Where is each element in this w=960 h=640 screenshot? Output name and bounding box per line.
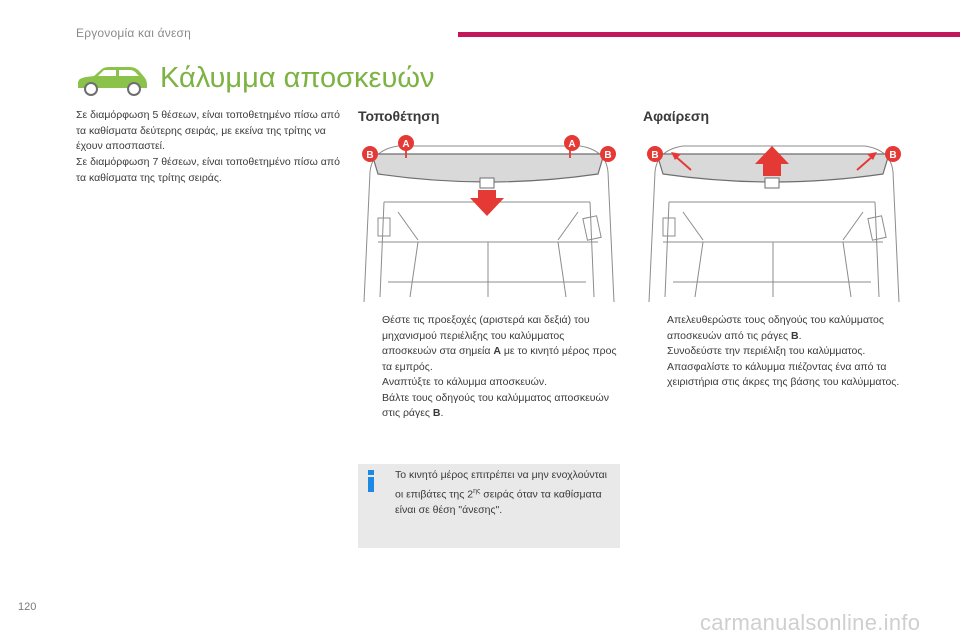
removal-steps xyxy=(643,313,915,391)
callout-b-left: B xyxy=(651,150,659,161)
list-item: Συνοδεύστε την περιέλιξη του καλύμματος. xyxy=(667,345,866,357)
info-icon xyxy=(364,470,378,492)
callout-b-right: B xyxy=(889,150,897,161)
info-text: Το κινητό μέρος επιτρέπει να μην ενοχλούνται οι επιβάτες της $2^{\eta\varsigma}$ σειράς όταν τα καθίσματα είναι σε θέση "άνεσης". xyxy=(395,469,607,516)
watermark: carmanualsonline.info xyxy=(700,610,921,635)
list-item: Απελευθερώστε τους οδηγούς του καλύμματος αποσκευών από τις ράγες B. xyxy=(667,314,884,342)
callout-b-left: B xyxy=(366,150,374,161)
car-icon xyxy=(74,64,150,98)
list-item: Αναπτύξτε το κάλυμμα αποσκευών. xyxy=(382,376,548,388)
intro-paragraph-7-seats: Σε διαμόρφωση 7 θέσεων, είναι τοποθετημένο πίσω από τα καθίσματα της τρίτης σειράς. xyxy=(76,156,340,184)
page-title: Κάλυμμα αποσκευών xyxy=(160,62,435,94)
removal-title: Αφαίρεση xyxy=(643,108,710,124)
callout-a-left: A xyxy=(402,139,410,150)
callout-a-right: A xyxy=(568,139,576,150)
installation-title: Τοποθέτηση xyxy=(358,108,440,124)
removal-illustration xyxy=(643,132,905,308)
installation-steps xyxy=(358,313,620,422)
list-item: Απασφαλίστε το κάλυμμα πιέζοντας ένα από τα χειριστήρια στις άκρες της βάσης του καλύμματος. xyxy=(667,360,900,388)
section-header: Εργονομία και άνεση xyxy=(76,26,191,40)
callout-b-right: B xyxy=(604,150,612,161)
header-accent-bar xyxy=(458,32,960,37)
page-number: 120 xyxy=(18,601,37,613)
intro-paragraph-5-seats: Σε διαμόρφωση 5 θέσεων, είναι τοποθετημένο πίσω από τα καθίσματα δεύτερης σειράς, με εκείνα της τρίτης να έχουν αποσπαστεί. xyxy=(76,109,340,152)
list-item: Θέστε τις προεξοχές (αριστερά και δεξιά) του μηχανισμού περιέλιξης του καλύμματος αποσκευών στα σημεία A με το κινητό μέρος προς τα εμπρός. xyxy=(382,314,617,373)
list-item: Βάλτε τους οδηγούς του καλύμματος αποσκευών στις ράγες B. xyxy=(382,391,609,419)
installation-illustration xyxy=(358,132,620,308)
